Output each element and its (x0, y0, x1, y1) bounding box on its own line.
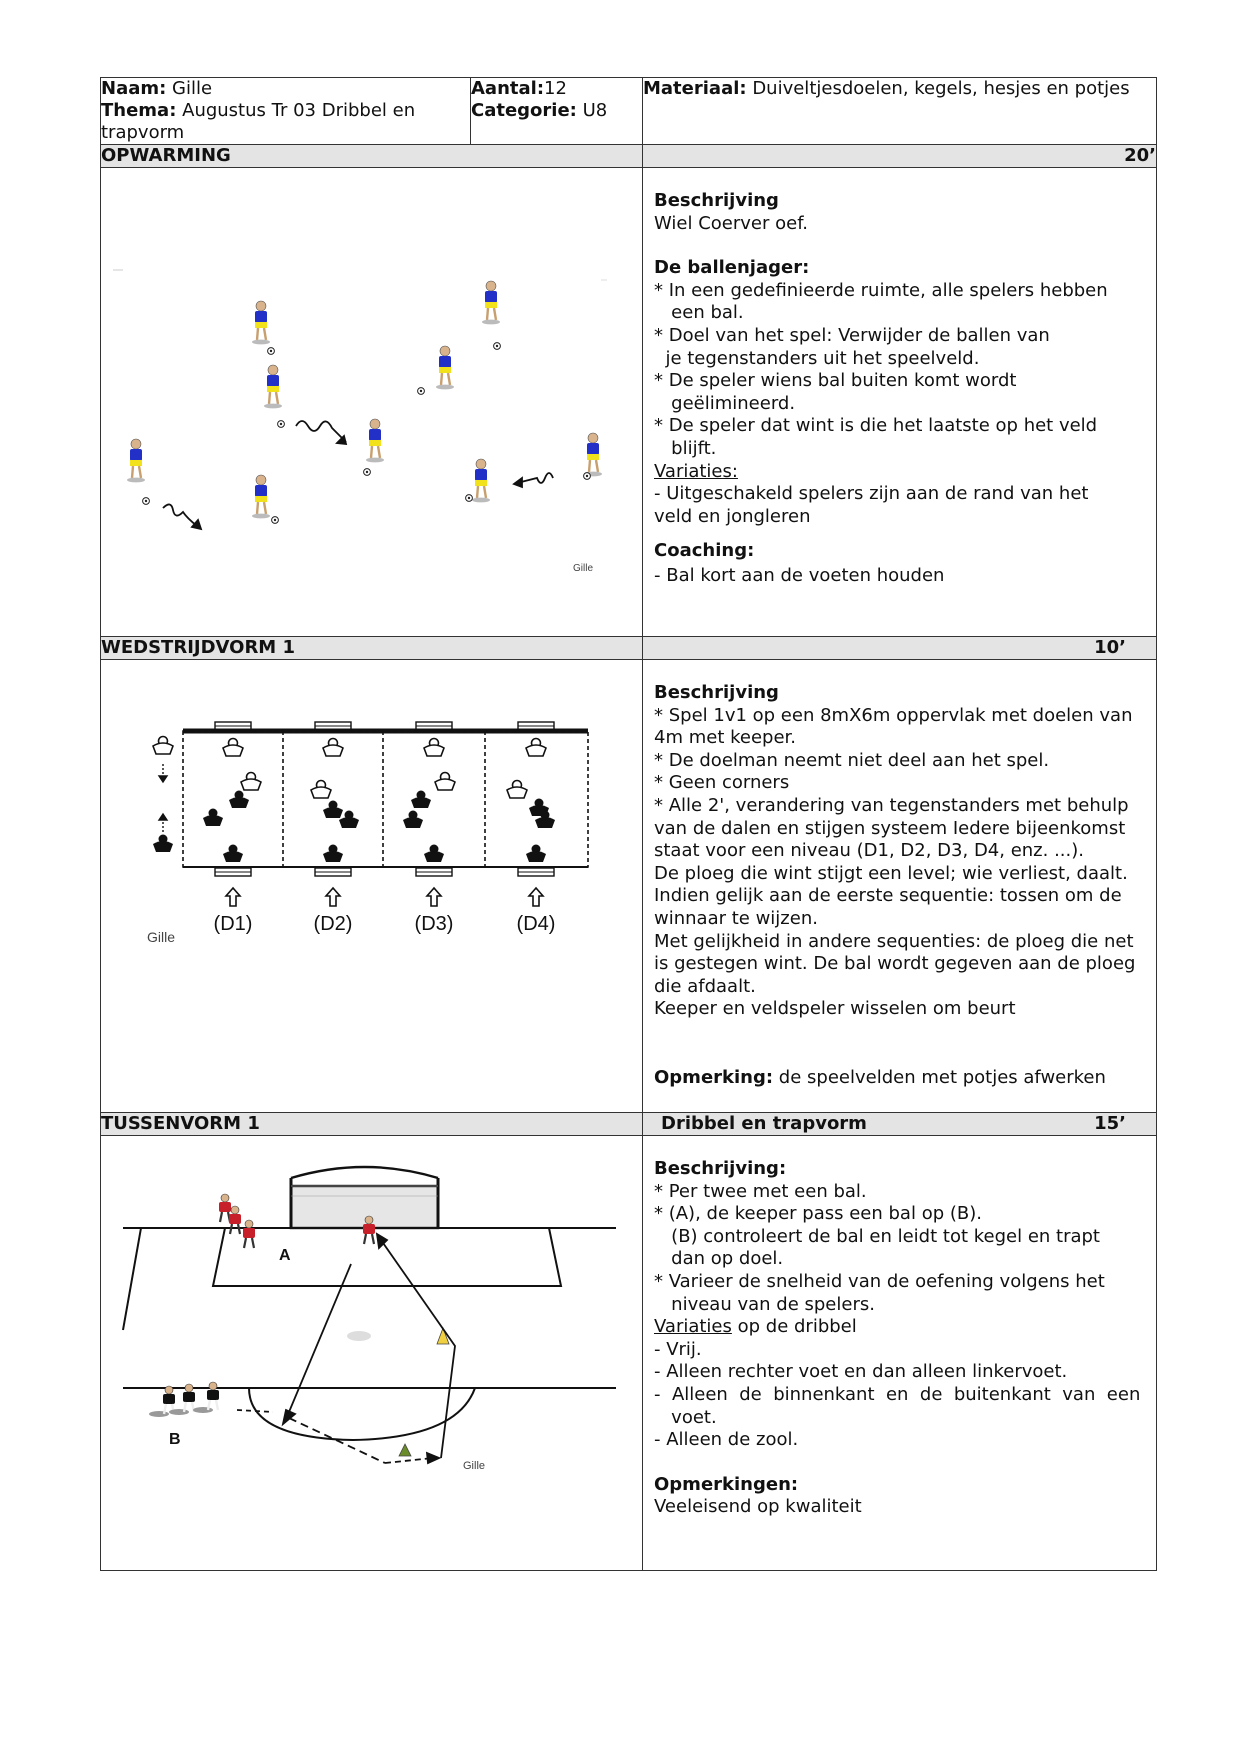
tussenvorm-line: * (A), de keeper pass een bal op (B). (654, 1203, 982, 1225)
wedstrijdvorm-diagram (101, 660, 643, 1113)
wedstrijdvorm-duration: 10’ (643, 637, 1157, 660)
rotation-arrow-icon (159, 764, 167, 832)
opwarming-bar (101, 145, 1157, 168)
tussenvorm-variatie: - Vrij. (654, 1338, 702, 1360)
player-label-b: B (169, 1431, 181, 1448)
tussenvorm-text-cell (643, 1136, 1157, 1571)
wedstrijdvorm-line: * Alle 2', verandering van tegenstanders met behulp (654, 794, 1129, 816)
wedstrijdvorm-bar (101, 637, 1157, 660)
wedstrijdvorm-line: De ploeg die wint stijgt een level; wie verliest, daalt. (654, 862, 1128, 884)
tussenvorm-diagram (101, 1136, 643, 1571)
tussenvorm-subtitle: Dribbel en trapvorm (661, 1113, 867, 1134)
field-label: (D3) (414, 913, 454, 935)
opwarming-title: OPWARMING (101, 145, 643, 168)
opwarming-rule: * De speler dat wint is die het laatste op het veld (654, 415, 1098, 437)
cone-icon (399, 1328, 449, 1456)
opwarming-beschrijving-text: Wiel Coerver oef. (654, 212, 808, 234)
opwarming-duration: 20’ (643, 145, 1157, 168)
opwarming-rule: blijft. (654, 437, 717, 459)
opwarming-rule: geëlimineerd. (654, 392, 796, 414)
thema-label: Thema: (101, 100, 177, 121)
dribble-arrow-icon (163, 421, 553, 529)
wedstrijdvorm-line: staat voor een niveau (D1, D2, D3, D4, enz. ...). (654, 840, 1084, 862)
opwarming-text-cell (643, 168, 1157, 637)
tussenvorm-row (101, 1136, 1157, 1571)
wedstrijdvorm-line: Indien gelijk aan de eerste sequentie: tossen om de (654, 885, 1122, 907)
opwarming-variatie: - Uitgeschakeld spelers zijn aan de rand van het (654, 483, 1089, 505)
wedstrijdvorm-line: die afdaalt. (654, 975, 756, 997)
wedstrijdvorm-line: Keeper en veldspeler wisselen om beurt (654, 998, 1016, 1020)
opmerking-text: de speelvelden met potjes afwerken (773, 1066, 1106, 1088)
opwarming-diagram (101, 168, 643, 637)
tussenvorm-variaties-suffix: op de dribbel (731, 1316, 857, 1338)
opwarming-rule: * Doel van het spel: Verwijder de ballen van (654, 324, 1050, 346)
field-label: (D1) (213, 913, 253, 935)
aantal-label: Aantal: (471, 78, 545, 99)
tussenvorm-line: * Varieer de snelheid van de oefening volgens het (654, 1270, 1105, 1292)
thema-value: Augustus Tr 03 Dribbel en trapvorm (101, 100, 416, 143)
goal-icon (291, 1167, 438, 1228)
wedstrijdvorm-line: Met gelijkheid in andere sequenties: de ploeg die net (654, 930, 1134, 952)
tussenvorm-duration: 15’ (1094, 1113, 1126, 1134)
wedstrijdvorm-line: van de dalen en stijgen systeem Iedere bijeenkomst (654, 817, 1126, 839)
tussenvorm-line: niveau van de spelers. (654, 1293, 875, 1315)
tussenvorm-opmerkingen-text: Veeleisend op kwaliteit (654, 1496, 862, 1518)
ballenjager-diagram (101, 168, 642, 636)
tussenvorm-variatie: voet. (654, 1406, 717, 1428)
wedstrijdvorm-line: is gestegen wint. De bal wordt gegeven aan de ploeg (654, 953, 1136, 975)
opwarming-rule: een bal. (654, 302, 744, 324)
opwarming-row (101, 168, 1157, 637)
wedstrijdvorm-line: 4m met keeper. (654, 727, 796, 749)
aantal-value: 12 (544, 78, 567, 99)
materiaal-label: Materiaal: (643, 78, 747, 99)
tussenvorm-credit: Gille (463, 1460, 486, 1472)
tussenvorm-variatie: - Alleen de binnenkant en de buitenkant van een (654, 1383, 1141, 1405)
opwarming-coaching-label: Coaching: (654, 540, 755, 562)
wedstrijdvorm-line: * De doelman neemt niet deel aan het spel. (654, 749, 1050, 771)
wedstrijdvorm-line: * Geen corners (654, 772, 790, 794)
dalen-stijgen-diagram (101, 660, 642, 1112)
naam-value: Gille (166, 78, 213, 99)
field-label: (D2) (313, 913, 353, 935)
tussenvorm-beschrijving-label: Beschrijving: (654, 1158, 787, 1179)
tussenvorm-variatie: - Alleen de zool. (654, 1429, 799, 1451)
opwarming-coaching-text: - Bal kort aan de voeten houden (654, 564, 945, 586)
dribbel-trap-diagram (101, 1136, 642, 1570)
tussenvorm-variaties-label: Variaties (654, 1316, 732, 1338)
header-materiaal (643, 78, 1157, 145)
opmerking-label: Opmerking: (654, 1066, 774, 1088)
naam-label: Naam: (101, 78, 167, 99)
opwarming-credit: Gille (573, 563, 594, 574)
tussenvorm-bar-right (643, 1113, 1157, 1136)
tussenvorm-line: dan op doel. (654, 1248, 784, 1270)
training-plan-table (100, 77, 1157, 1571)
wedstrijdvorm-text-cell (643, 660, 1157, 1113)
header-aantal-categorie (471, 78, 643, 145)
tussenvorm-variatie: - Alleen rechter voet en dan alleen linkervoet. (654, 1361, 1068, 1383)
tussenvorm-title: TUSSENVORM 1 (101, 1113, 643, 1136)
header-naam-thema (101, 78, 471, 145)
tussenvorm-opmerkingen-label: Opmerkingen: (654, 1473, 799, 1495)
wedstrijdvorm-credit: Gille (147, 929, 176, 945)
training-sheet (100, 77, 1156, 1571)
opwarming-variatie: veld en jongleren (654, 505, 811, 527)
opwarming-beschrijving-label: Beschrijving (654, 190, 779, 211)
pass-arrow-icon (237, 1234, 455, 1463)
player-label-a: A (279, 1247, 291, 1264)
opwarming-variaties-label: Variaties: (654, 460, 738, 482)
goal-icon (215, 722, 554, 876)
opwarming-rule: je tegenstanders uit het speelveld. (654, 347, 980, 369)
field-label: (D4) (516, 913, 556, 935)
up-arrow-icon (226, 888, 543, 906)
opwarming-game-label: De ballenjager: (654, 257, 810, 279)
wedstrijdvorm-line: winnaar te wijzen. (654, 907, 818, 929)
header-row (101, 78, 1157, 145)
player-icon (153, 737, 555, 863)
tussenvorm-bar (101, 1113, 1157, 1136)
categorie-label: Categorie: (471, 100, 577, 121)
wedstrijdvorm-beschrijving-label: Beschrijving (654, 682, 779, 703)
wedstrijdvorm-title: WEDSTRIJDVORM 1 (101, 637, 643, 660)
opwarming-rule: * In een gedefinieerde ruimte, alle spelers hebben (654, 279, 1108, 301)
tussenvorm-line: (B) controleert de bal en leidt tot kegel en trapt (654, 1225, 1100, 1247)
wedstrijdvorm-line: * Spel 1v1 op een 8mX6m oppervlak met doelen van (654, 704, 1133, 726)
materiaal-value: Duiveltjesdoelen, kegels, hesjes en potjes (746, 78, 1130, 99)
tussenvorm-line: * Per twee met een bal. (654, 1180, 867, 1202)
categorie-value: U8 (576, 100, 608, 121)
player-icon (127, 281, 602, 523)
opwarming-rule: * De speler wiens bal buiten komt wordt (654, 370, 1017, 392)
wedstrijdvorm-row (101, 660, 1157, 1113)
